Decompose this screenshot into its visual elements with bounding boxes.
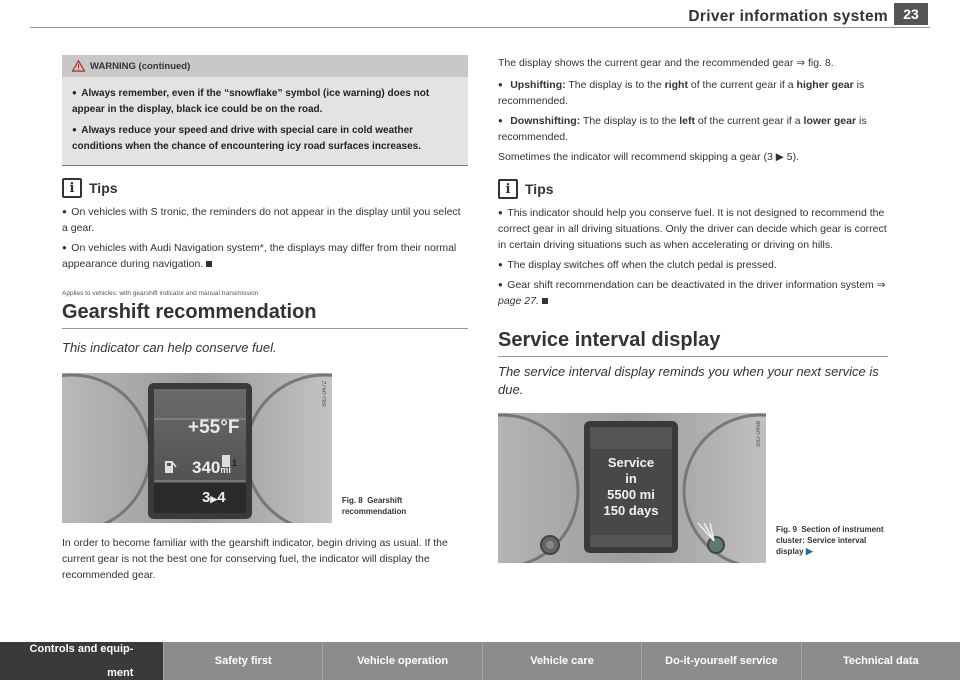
warning-item: ● Always remember, even if the “snowflake” symbol (ice warning) does not appear in the display, black ice could be on the road. (72, 85, 458, 118)
tab-do-it-yourself-service[interactable]: Do-it-yourself service (642, 642, 801, 680)
right-column (498, 55, 888, 575)
info-icon: i (62, 178, 82, 198)
emphasis: lower gear (803, 115, 857, 127)
service-line: 150 days (603, 503, 659, 518)
tab-vehicle-operation[interactable]: Vehicle operation (323, 642, 482, 680)
gear-indicator (202, 489, 226, 506)
range-value: 340 (192, 458, 221, 477)
figure-9 (498, 413, 888, 563)
recommended-gear: 4 (217, 489, 226, 506)
warning-box (62, 55, 468, 166)
text: of the current gear if a (694, 115, 804, 127)
figure-number: Fig. 9 (776, 525, 797, 534)
chapter-title: Driver information system (688, 8, 888, 25)
footer-tabs (0, 642, 960, 680)
figure-caption-text: Section of instrument cluster: Service interval display (776, 525, 884, 556)
warning-item: ● Always reduce your speed and drive with special care in cold weather conditions when the chance of encountering icy road surfaces increases. (72, 122, 458, 155)
service-figure-image (498, 413, 766, 563)
service-line: Service (607, 455, 655, 470)
figure-number: Fig. 8 (341, 496, 363, 505)
range-readout (192, 458, 231, 478)
end-mark (206, 261, 212, 267)
tip-item (62, 240, 468, 272)
current-gear: 3 (202, 489, 211, 506)
emphasis: left (679, 115, 695, 127)
service-line: 5500 mi (607, 487, 655, 502)
svg-text:1: 1 (232, 458, 238, 468)
gear-arrow-icon: ▶ (210, 494, 218, 504)
tab-vehicle-care[interactable]: Vehicle care (483, 642, 642, 680)
text: is recommended. (498, 115, 867, 143)
warning-triangle-icon (72, 60, 85, 72)
page-reference-link[interactable]: page 27. (498, 295, 539, 307)
section-title-gearshift: Gearshift recommendation (62, 301, 468, 329)
applies-note: Applies to vehicles: with gearshift indicator and manual transmission (62, 290, 259, 297)
tip-text: ● Gear shift recommendation can be deactivated in the driver information system ⇒ (498, 279, 886, 291)
emphasis: higher gear (796, 79, 854, 91)
temperature-readout: +55°F (188, 417, 240, 438)
header-divider (30, 27, 930, 28)
tip-item: ● On vehicles with S tronic, the reminders do not appear in the display until you select a gear. (62, 204, 468, 236)
tab-label: ment (107, 667, 134, 679)
figure-caption (776, 524, 888, 557)
service-display-text (590, 455, 672, 519)
tip-item (498, 277, 888, 309)
tab-safety-first[interactable]: Safety first (164, 642, 323, 680)
tab-technical-data[interactable]: Technical data (843, 655, 919, 667)
tab-controls-and-equipment[interactable] (0, 642, 164, 680)
skip-paragraph: Sometimes the indicator will recommend skipping a gear (3 ▶ 5). (498, 151, 800, 163)
section-intro: This indicator can help conserve fuel. (62, 340, 277, 355)
upshifting-item (498, 77, 888, 109)
warning-header (62, 55, 468, 77)
figure-code: B8J-0472 (321, 381, 328, 407)
reset-knob-icon (541, 536, 559, 554)
downshift-label: Downshifting: (510, 115, 581, 127)
figure-caption-text: Gearshift recommendation (341, 496, 407, 516)
left-column (62, 55, 468, 587)
continue-arrow-icon: ▶ (805, 546, 813, 556)
tip-item: ● The display switches off when the clutch pedal is pressed. (498, 257, 888, 273)
text: The display is to the (580, 115, 680, 127)
tip-text: ● On vehicles with Audi Navigation system*, the displays may differ from their normal appearance during navigation. (62, 242, 456, 270)
tips-heading (498, 179, 888, 199)
tip-item: ● This indicator should help you conserve fuel. It is not designed to recommend the correct gear in all driving situations. Only the driver can decide which gear is correct in certain driving situations such as when accelerating or driving on hills. (498, 205, 888, 253)
page-header (0, 0, 960, 30)
end-mark (542, 298, 548, 304)
range-unit: mi (220, 465, 231, 475)
page-number: 23 (894, 3, 928, 25)
section-intro: The service interval display reminds you when your next service is due. (498, 364, 879, 397)
downshifting-item (498, 113, 888, 145)
text: of the current gear if a (687, 79, 797, 91)
service-line: in (625, 471, 637, 486)
warning-title: WARNING (continued) (90, 60, 191, 72)
tips-heading (62, 178, 468, 198)
display-paragraph: The display shows the current gear and the recommended gear ⇒ fig. 8. (498, 57, 834, 69)
gearshift-paragraph: In order to become familiar with the gearshift indicator, begin driving as usual. If the current gear is not the best one for conserving fuel, the indicator will display the recommended gear. (62, 537, 448, 581)
text: is recommended. (498, 79, 865, 107)
text: The display is to the (565, 79, 665, 91)
tips-label: Tips (525, 181, 554, 197)
upshift-label: Upshifting: (510, 79, 566, 91)
cluster-illustration (62, 373, 332, 523)
info-icon: i (498, 179, 518, 199)
gearshift-figure-image (62, 373, 332, 523)
emphasis: right (664, 79, 688, 91)
figure-caption (342, 495, 468, 517)
tab-label: Controls and equip- (29, 643, 134, 655)
tips-label: Tips (89, 180, 118, 196)
figure-8 (62, 373, 468, 523)
figure-code: B8J-0458 (756, 421, 762, 447)
section-title-service: Service interval display (498, 329, 888, 357)
